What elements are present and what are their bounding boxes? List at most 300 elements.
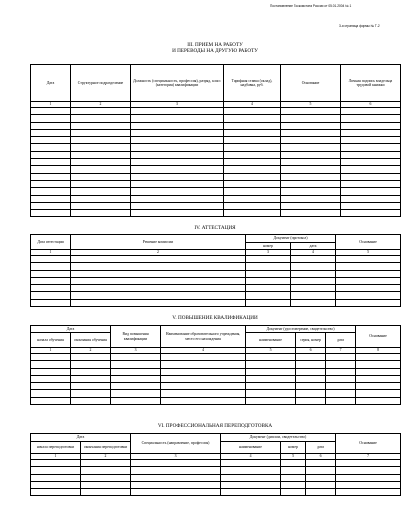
blank-cell: [131, 108, 224, 115]
blank-cell: [281, 195, 341, 202]
blank-cell: [341, 195, 401, 202]
column-subheader: номер: [246, 243, 291, 250]
blank-cell: [31, 166, 71, 173]
blank-cell: [31, 202, 71, 209]
blank-row: [31, 285, 401, 292]
column-number: 3: [131, 454, 221, 460]
blank-cell: [31, 354, 71, 361]
blank-cell: [71, 166, 131, 173]
blank-row: [31, 467, 401, 474]
table-header-row: [31, 326, 401, 333]
column-number: 8: [356, 348, 401, 354]
blank-cell: [221, 489, 281, 496]
column-header: Личная подпись владельца трудовой книжки: [341, 65, 401, 102]
blank-cell: [224, 129, 281, 136]
blank-cell: [341, 115, 401, 122]
blank-cell: [281, 122, 341, 129]
blank-cell: [161, 397, 246, 404]
blank-cell: [281, 144, 341, 151]
blank-cell: [71, 195, 131, 202]
column-header: Дата аттестации: [31, 235, 71, 250]
blank-cell: [161, 354, 246, 361]
regulation-note: Постановление Госкомстата России от 05.01.2004 № 1: [270, 4, 352, 8]
blank-cell: [246, 263, 291, 270]
blank-cell: [336, 474, 401, 481]
blank-cell: [281, 467, 306, 474]
blank-cell: [246, 285, 291, 292]
column-subheader: окончания обучения: [71, 333, 111, 348]
blank-cell: [131, 151, 224, 158]
blank-cell: [246, 397, 296, 404]
blank-cell: [336, 285, 401, 292]
blank-cell: [224, 144, 281, 151]
blank-cell: [224, 115, 281, 122]
column-number: 1: [31, 454, 81, 460]
blank-row: [31, 210, 401, 217]
blank-cell: [31, 299, 71, 306]
blank-cell: [341, 166, 401, 173]
blank-cell: [31, 256, 71, 263]
blank-cell: [71, 108, 131, 115]
blank-cell: [224, 122, 281, 129]
blank-cell: [31, 489, 81, 496]
column-number: 3: [111, 348, 161, 354]
column-header: Тарифная ставка (оклад), надбавка, руб.: [224, 65, 281, 102]
column-number: 6: [296, 348, 326, 354]
blank-cell: [131, 210, 224, 217]
blank-cell: [131, 460, 221, 467]
blank-cell: [131, 195, 224, 202]
blank-cell: [246, 361, 296, 368]
blank-row: [31, 474, 401, 481]
blank-cell: [281, 159, 341, 166]
blank-cell: [31, 390, 71, 397]
blank-cell: [291, 292, 336, 299]
blank-cell: [341, 108, 401, 115]
column-subheader: дата: [291, 243, 336, 250]
blank-cell: [71, 397, 111, 404]
blank-cell: [31, 375, 71, 382]
blank-cell: [356, 375, 401, 382]
blank-cell: [161, 368, 246, 375]
section-6-blank-rows: [31, 460, 401, 496]
blank-cell: [326, 361, 356, 368]
column-header: Решение комиссии: [71, 235, 246, 250]
blank-cell: [296, 361, 326, 368]
blank-cell: [31, 263, 71, 270]
blank-cell: [336, 277, 401, 284]
blank-cell: [131, 166, 224, 173]
blank-cell: [31, 285, 71, 292]
column-header: Основание: [336, 235, 401, 250]
blank-cell: [356, 390, 401, 397]
blank-cell: [31, 122, 71, 129]
blank-cell: [71, 144, 131, 151]
blank-cell: [71, 129, 131, 136]
blank-cell: [31, 195, 71, 202]
column-number: 2: [71, 102, 131, 108]
section-6-title: VI. ПРОФЕССИОНАЛЬНАЯ ПЕРЕПОДГОТОВКА: [157, 423, 273, 429]
column-header: Основание: [281, 65, 341, 102]
blank-cell: [306, 481, 336, 488]
column-number: 4: [161, 348, 246, 354]
column-number: 7: [326, 348, 356, 354]
blank-cell: [71, 368, 111, 375]
blank-row: [31, 460, 401, 467]
blank-row: [31, 383, 401, 390]
blank-cell: [341, 188, 401, 195]
blank-cell: [336, 256, 401, 263]
column-header: Специальность (направление, профессия): [131, 434, 221, 454]
column-header: Дата: [31, 326, 111, 333]
blank-cell: [246, 354, 296, 361]
blank-cell: [111, 397, 161, 404]
blank-cell: [326, 390, 356, 397]
blank-cell: [71, 263, 246, 270]
section-5-blank-rows: [31, 354, 401, 405]
blank-cell: [31, 188, 71, 195]
column-subheader: наименование: [221, 442, 281, 454]
blank-cell: [71, 292, 246, 299]
blank-row: [31, 122, 401, 129]
blank-cell: [31, 108, 71, 115]
blank-cell: [31, 481, 81, 488]
table-header-row: [31, 65, 401, 102]
blank-cell: [161, 390, 246, 397]
column-number: 1: [31, 102, 71, 108]
blank-cell: [31, 277, 71, 284]
blank-cell: [71, 270, 246, 277]
blank-cell: [31, 151, 71, 158]
blank-cell: [221, 467, 281, 474]
blank-cell: [341, 122, 401, 129]
blank-cell: [131, 159, 224, 166]
blank-cell: [71, 277, 246, 284]
blank-cell: [341, 144, 401, 151]
blank-cell: [31, 173, 71, 180]
column-subheader: начала обучения: [31, 333, 71, 348]
blank-cell: [131, 129, 224, 136]
blank-row: [31, 299, 401, 306]
column-number: 7: [336, 454, 401, 460]
blank-cell: [31, 368, 71, 375]
column-subheader: серия, номер: [296, 333, 326, 348]
blank-row: [31, 108, 401, 115]
blank-row: [31, 277, 401, 284]
blank-cell: [296, 354, 326, 361]
section-5-title: V. ПОВЫШЕНИЕ КВАЛИФИКАЦИИ: [172, 315, 258, 321]
column-header: Документ (диплом, свидетельство): [221, 434, 336, 442]
blank-cell: [296, 383, 326, 390]
blank-row: [31, 180, 401, 187]
blank-cell: [246, 256, 291, 263]
blank-cell: [111, 368, 161, 375]
blank-cell: [71, 159, 131, 166]
column-header: Документ (удостоверение, свидетельство): [246, 326, 356, 333]
column-subheader: дата: [326, 333, 356, 348]
blank-cell: [326, 383, 356, 390]
blank-cell: [341, 180, 401, 187]
blank-row: [31, 481, 401, 488]
blank-cell: [131, 489, 221, 496]
blank-cell: [224, 151, 281, 158]
blank-cell: [71, 137, 131, 144]
column-number: 5: [336, 250, 401, 256]
blank-cell: [224, 173, 281, 180]
blank-cell: [161, 361, 246, 368]
blank-cell: [341, 210, 401, 217]
blank-cell: [111, 375, 161, 382]
blank-cell: [356, 354, 401, 361]
blank-cell: [296, 397, 326, 404]
blank-cell: [161, 383, 246, 390]
blank-cell: [81, 474, 131, 481]
blank-cell: [336, 489, 401, 496]
blank-cell: [281, 481, 306, 488]
blank-cell: [291, 299, 336, 306]
blank-cell: [306, 467, 336, 474]
blank-cell: [81, 489, 131, 496]
blank-row: [31, 375, 401, 382]
blank-cell: [341, 159, 401, 166]
blank-cell: [111, 354, 161, 361]
blank-cell: [31, 292, 71, 299]
blank-cell: [224, 195, 281, 202]
blank-cell: [291, 270, 336, 277]
column-number: 2: [81, 454, 131, 460]
blank-cell: [31, 210, 71, 217]
blank-cell: [161, 375, 246, 382]
blank-cell: [111, 390, 161, 397]
section-5-table: [30, 325, 401, 405]
blank-cell: [131, 180, 224, 187]
section-6-table: [30, 433, 401, 496]
blank-cell: [131, 467, 221, 474]
column-number: 2: [71, 348, 111, 354]
blank-cell: [281, 129, 341, 136]
column-number: 3: [131, 102, 224, 108]
blank-cell: [281, 202, 341, 209]
blank-cell: [81, 481, 131, 488]
blank-cell: [71, 122, 131, 129]
blank-cell: [221, 474, 281, 481]
blank-cell: [71, 285, 246, 292]
blank-row: [31, 144, 401, 151]
blank-cell: [224, 188, 281, 195]
blank-cell: [281, 173, 341, 180]
blank-cell: [356, 397, 401, 404]
blank-cell: [31, 270, 71, 277]
blank-cell: [336, 299, 401, 306]
blank-row: [31, 188, 401, 195]
blank-cell: [246, 390, 296, 397]
blank-cell: [291, 263, 336, 270]
blank-cell: [131, 188, 224, 195]
blank-cell: [131, 474, 221, 481]
column-number: 2: [71, 250, 246, 256]
column-subheader: начала переподготовки: [31, 442, 81, 454]
blank-cell: [281, 151, 341, 158]
blank-cell: [221, 481, 281, 488]
blank-cell: [326, 368, 356, 375]
blank-cell: [326, 397, 356, 404]
blank-cell: [131, 137, 224, 144]
section-3-title-line2: И ПЕРЕВОДЫ НА ДРУГУЮ РАБОТУ: [172, 48, 258, 54]
blank-cell: [281, 166, 341, 173]
blank-cell: [246, 299, 291, 306]
table-header-row: [31, 434, 401, 442]
blank-row: [31, 137, 401, 144]
blank-row: [31, 263, 401, 270]
blank-cell: [281, 188, 341, 195]
blank-row: [31, 166, 401, 173]
blank-cell: [246, 270, 291, 277]
blank-row: [31, 354, 401, 361]
blank-cell: [224, 210, 281, 217]
blank-row: [31, 129, 401, 136]
blank-cell: [281, 489, 306, 496]
blank-cell: [341, 202, 401, 209]
blank-cell: [356, 361, 401, 368]
blank-row: [31, 270, 401, 277]
blank-cell: [224, 166, 281, 173]
column-subheader: окончания переподготовки: [81, 442, 131, 454]
column-header: Документ (протокол): [246, 235, 336, 243]
blank-cell: [111, 383, 161, 390]
blank-cell: [336, 263, 401, 270]
blank-cell: [296, 390, 326, 397]
blank-row: [31, 368, 401, 375]
column-subheader: номер: [281, 442, 306, 454]
blank-cell: [246, 277, 291, 284]
blank-row: [31, 151, 401, 158]
blank-row: [31, 292, 401, 299]
blank-row: [31, 489, 401, 496]
blank-cell: [224, 180, 281, 187]
column-number: 1: [31, 250, 71, 256]
blank-cell: [356, 383, 401, 390]
section-3-table: [30, 64, 401, 217]
section-4-blank-rows: [31, 256, 401, 307]
blank-cell: [31, 460, 81, 467]
column-header: Дата: [31, 65, 71, 102]
blank-cell: [131, 202, 224, 209]
blank-cell: [111, 361, 161, 368]
section-3-title: [30, 42, 400, 54]
column-header: Наименование образовательного учреждения, место его нахождения: [161, 326, 246, 348]
blank-row: [31, 115, 401, 122]
blank-cell: [131, 115, 224, 122]
table-header-row: [31, 235, 401, 243]
blank-cell: [281, 137, 341, 144]
blank-cell: [31, 397, 71, 404]
blank-cell: [71, 210, 131, 217]
blank-row: [31, 256, 401, 263]
blank-cell: [336, 270, 401, 277]
section-3-title-line1: III. ПРИЕМ НА РАБОТУ: [187, 42, 243, 48]
blank-cell: [296, 368, 326, 375]
column-number: 6: [341, 102, 401, 108]
blank-cell: [246, 292, 291, 299]
blank-cell: [31, 467, 81, 474]
blank-cell: [224, 202, 281, 209]
blank-cell: [246, 368, 296, 375]
column-number: 6: [306, 454, 336, 460]
blank-cell: [341, 137, 401, 144]
column-header: Основание: [356, 326, 401, 348]
column-number: 5: [281, 102, 341, 108]
blank-cell: [71, 188, 131, 195]
blank-row: [31, 390, 401, 397]
blank-cell: [296, 375, 326, 382]
blank-cell: [341, 173, 401, 180]
blank-cell: [291, 256, 336, 263]
blank-cell: [291, 285, 336, 292]
blank-cell: [341, 151, 401, 158]
blank-cell: [326, 354, 356, 361]
section-3-blank-rows: [31, 108, 401, 217]
blank-cell: [281, 180, 341, 187]
blank-row: [31, 361, 401, 368]
blank-cell: [71, 299, 246, 306]
blank-row: [31, 397, 401, 404]
blank-cell: [224, 137, 281, 144]
blank-cell: [281, 460, 306, 467]
blank-cell: [71, 361, 111, 368]
blank-cell: [246, 375, 296, 382]
blank-cell: [31, 137, 71, 144]
column-header: Основание: [336, 434, 401, 454]
column-number: 4: [224, 102, 281, 108]
blank-cell: [71, 173, 131, 180]
blank-cell: [281, 474, 306, 481]
blank-cell: [81, 467, 131, 474]
section-4-title: IV. АТТЕСТАЦИЯ: [194, 225, 236, 231]
blank-cell: [71, 151, 131, 158]
blank-cell: [131, 144, 224, 151]
blank-cell: [131, 481, 221, 488]
blank-cell: [31, 361, 71, 368]
blank-row: [31, 195, 401, 202]
blank-cell: [336, 467, 401, 474]
blank-cell: [71, 115, 131, 122]
column-number: 4: [291, 250, 336, 256]
column-header: Структурное подразделение: [71, 65, 131, 102]
column-header: Вид повышения квалификации: [111, 326, 161, 348]
section-4-table: [30, 234, 401, 307]
blank-cell: [306, 489, 336, 496]
blank-cell: [31, 180, 71, 187]
blank-cell: [336, 481, 401, 488]
blank-cell: [281, 210, 341, 217]
blank-cell: [281, 115, 341, 122]
blank-cell: [224, 159, 281, 166]
blank-cell: [71, 383, 111, 390]
blank-cell: [31, 144, 71, 151]
blank-row: [31, 173, 401, 180]
blank-cell: [71, 354, 111, 361]
blank-row: [31, 159, 401, 166]
column-subheader: наименование: [246, 333, 296, 348]
blank-row: [31, 202, 401, 209]
blank-cell: [31, 383, 71, 390]
blank-cell: [224, 108, 281, 115]
blank-cell: [31, 474, 81, 481]
column-number: 5: [281, 454, 306, 460]
blank-cell: [131, 122, 224, 129]
blank-cell: [221, 460, 281, 467]
column-number: 4: [221, 454, 281, 460]
